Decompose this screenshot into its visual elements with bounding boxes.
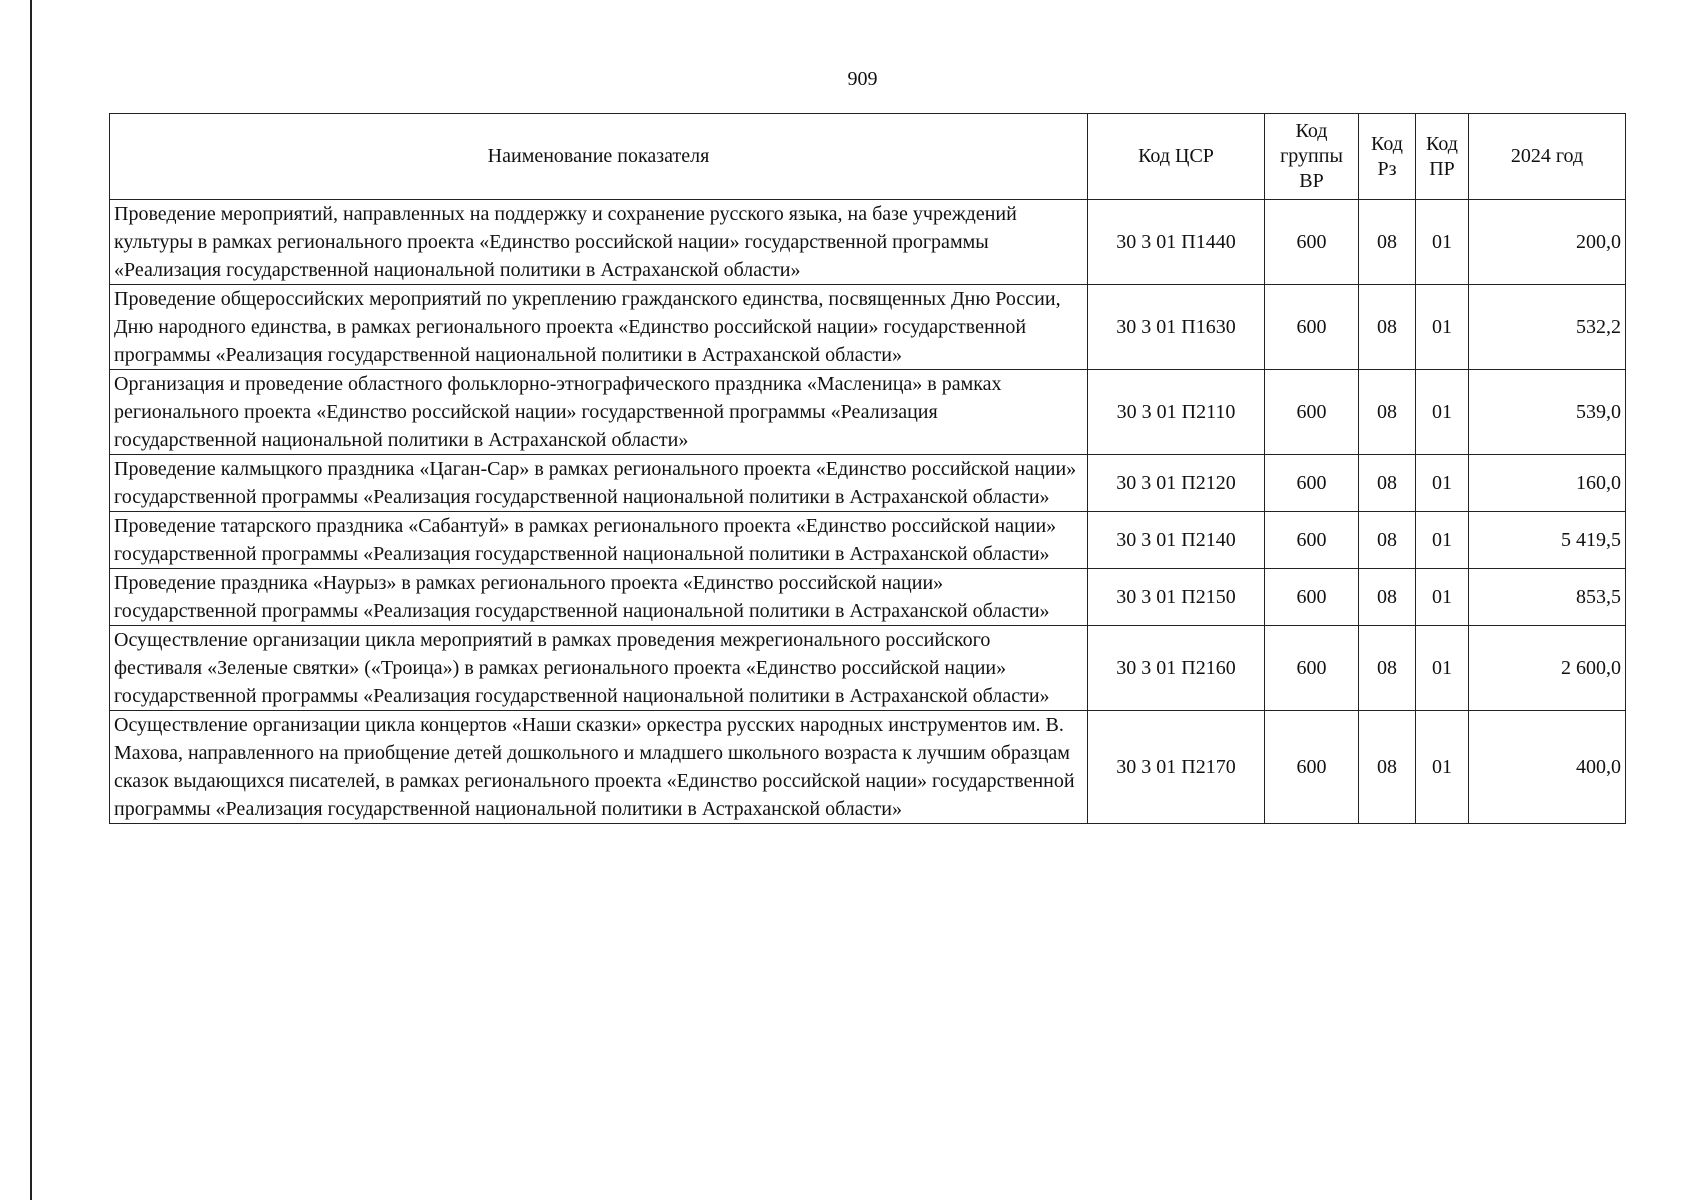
row-csr-code: 30 3 01 П2140 (1088, 512, 1265, 569)
row-csr-code: 30 3 01 П2160 (1088, 626, 1265, 711)
table-row (110, 711, 1626, 824)
row-csr-code: 30 3 01 П2110 (1088, 370, 1265, 455)
row-rz-code: 08 (1359, 200, 1416, 285)
row-amount: 539,0 (1469, 370, 1626, 455)
row-name: Проведение праздника «Наурыз» в рамках регионального проекта «Единство российской нации» государственной программы «Реализация государственной национальной политики в Астраханской области» (110, 569, 1088, 626)
table-row (110, 569, 1626, 626)
row-pr-code: 01 (1416, 512, 1469, 569)
row-pr-code: 01 (1416, 285, 1469, 370)
row-amount: 532,2 (1469, 285, 1626, 370)
row-pr-code: 01 (1416, 626, 1469, 711)
row-rz-code: 08 (1359, 285, 1416, 370)
row-name: Проведение калмыцкого праздника «Цаган-Сар» в рамках регионального проекта «Единство российской нации» государственной программы «Реализация государственной национальной политики в Астраханской области» (110, 455, 1088, 512)
row-vr-code: 600 (1265, 626, 1359, 711)
binding-line (30, 0, 32, 1200)
row-name: Организация и проведение областного фольклорно-этнографического праздника «Масленица» в рамках регионального проекта «Единство российской нации» государственной программы «Реализация государственной национальной политики в Астраханской области» (110, 370, 1088, 455)
table-row (110, 370, 1626, 455)
row-pr-code: 01 (1416, 711, 1469, 824)
row-vr-code: 600 (1265, 370, 1359, 455)
budget-table (109, 113, 1626, 824)
table-header-row (110, 114, 1626, 200)
row-pr-code: 01 (1416, 200, 1469, 285)
table-row (110, 626, 1626, 711)
row-vr-code: 600 (1265, 569, 1359, 626)
row-amount: 160,0 (1469, 455, 1626, 512)
row-vr-code: 600 (1265, 455, 1359, 512)
table-row (110, 455, 1626, 512)
row-pr-code: 01 (1416, 370, 1469, 455)
row-csr-code: 30 3 01 П2120 (1088, 455, 1265, 512)
row-rz-code: 08 (1359, 711, 1416, 824)
row-rz-code: 08 (1359, 370, 1416, 455)
row-vr-code: 600 (1265, 200, 1359, 285)
row-vr-code: 600 (1265, 512, 1359, 569)
row-rz-code: 08 (1359, 455, 1416, 512)
row-csr-code: 30 3 01 П2170 (1088, 711, 1265, 824)
row-rz-code: 08 (1359, 569, 1416, 626)
header-csr: Код ЦСР (1088, 114, 1265, 200)
row-name: Проведение мероприятий, направленных на поддержку и сохранение русского языка, на базе учреждений культуры в рамках регионального проекта «Единство российской нации» государственной программы «Реализация государственной национальной политики в Астраханской области» (110, 200, 1088, 285)
row-amount: 5 419,5 (1469, 512, 1626, 569)
row-amount: 400,0 (1469, 711, 1626, 824)
row-csr-code: 30 3 01 П1630 (1088, 285, 1265, 370)
row-amount: 2 600,0 (1469, 626, 1626, 711)
row-pr-code: 01 (1416, 455, 1469, 512)
header-year: 2024 год (1469, 114, 1626, 200)
row-vr-code: 600 (1265, 285, 1359, 370)
row-csr-code: 30 3 01 П1440 (1088, 200, 1265, 285)
table-row (110, 200, 1626, 285)
row-name: Осуществление организации цикла концертов «Наши сказки» оркестра русских народных инструментов им. В. Махова, направленного на приобщение детей дошкольного и младшего школьного возраста к лучшим образцам сказок выдающихся писателей, в рамках регионального проекта «Единство российской нации» государственной программы «Реализация государственной национальной политики в Астраханской области» (110, 711, 1088, 824)
row-name: Проведение общероссийских мероприятий по укреплению гражданского единства, посвященных Дню России, Дню народного единства, в рамках регионального проекта «Единство российской нации» государственной программы «Реализация государственной национальной политики в Астраханской области» (110, 285, 1088, 370)
header-name: Наименование показателя (110, 114, 1088, 200)
row-amount: 853,5 (1469, 569, 1626, 626)
row-amount: 200,0 (1469, 200, 1626, 285)
header-rz: Код Рз (1359, 114, 1416, 200)
row-pr-code: 01 (1416, 569, 1469, 626)
header-pr: Код ПР (1416, 114, 1469, 200)
row-name: Проведение татарского праздника «Сабантуй» в рамках регионального проекта «Единство российской нации» государственной программы «Реализация государственной национальной политики в Астраханской области» (110, 512, 1088, 569)
row-vr-code: 600 (1265, 711, 1359, 824)
row-rz-code: 08 (1359, 626, 1416, 711)
page-number: 909 (847, 68, 878, 90)
table-row (110, 285, 1626, 370)
row-name: Осуществление организации цикла мероприятий в рамках проведения межрегионального российского фестиваля «Зеленые святки» («Троица») в рамках регионального проекта «Единство российской нации» государственной программы «Реализация государственной национальной политики в Астраханской области» (110, 626, 1088, 711)
header-vr: Код группы ВР (1265, 114, 1359, 200)
row-csr-code: 30 3 01 П2150 (1088, 569, 1265, 626)
table-row (110, 512, 1626, 569)
row-rz-code: 08 (1359, 512, 1416, 569)
